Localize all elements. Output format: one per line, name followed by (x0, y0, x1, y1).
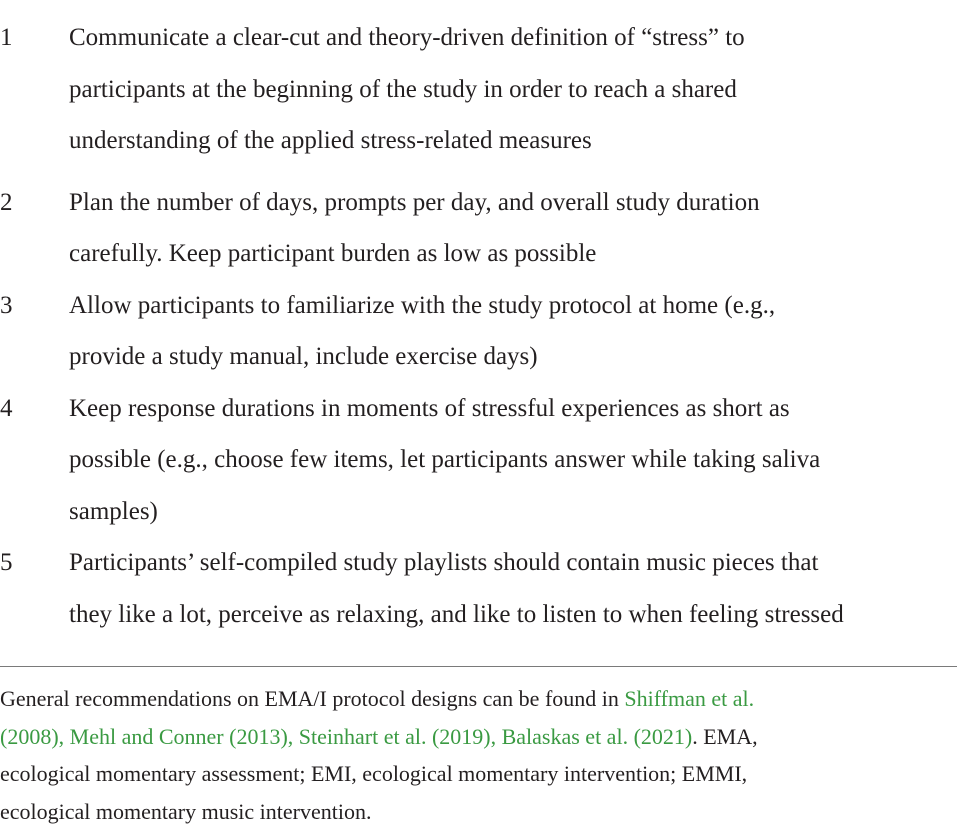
citation-link[interactable]: (2008), Mehl and Conner (2013), Steinhart et al. (2019), Balaskas et al. (2021) (0, 723, 693, 749)
recommendation-line: samples) (69, 497, 158, 525)
recommendation-line: carefully. Keep participant burden as low as possible (69, 240, 597, 267)
recommendation-line: possible (e.g., choose few items, let participants answer while taking saliva (69, 446, 821, 473)
recommendation-text (69, 383, 957, 538)
recommendation-text (69, 12, 957, 167)
recommendation-number: 3 (0, 291, 13, 319)
recommendation-line: participants at the beginning of the study in order to reach a shared (69, 75, 737, 103)
footnote-line (0, 718, 957, 756)
recommendation-number: 1 (0, 24, 13, 51)
recommendation-text (69, 280, 957, 383)
table-footer-divider (0, 666, 957, 667)
recommendation-line: Communicate a clear-cut and theory-driven definition of “stress” to (69, 24, 745, 51)
recommendation-number: 2 (0, 188, 13, 216)
footnote-line (0, 680, 957, 718)
recommendation-item (0, 383, 957, 538)
recommendation-line: Allow participants to familiarize with the study protocol at home (e.g., (69, 291, 776, 319)
footnote-line: ecological momentary assessment; EMI, ecological momentary intervention; EMMI, (0, 761, 748, 786)
recommendations-list (0, 12, 957, 640)
recommendation-line: Participants’ self-compiled study playlists should contain music pieces that (69, 549, 819, 576)
recommendation-text (69, 537, 957, 640)
recommendation-line: Keep response durations in moments of stressful experiences as short as (69, 394, 790, 422)
footnote-text: . EMA, (692, 723, 758, 749)
recommendation-line: they like a lot, perceive as relaxing, and like to listen to when feeling stressed (69, 600, 844, 628)
recommendation-item (0, 280, 957, 383)
recommendation-item (0, 12, 957, 167)
recommendation-text (69, 177, 957, 280)
footnote-text: General recommendations on EMA/I protocol designs can be found in (0, 686, 625, 711)
table-footnote (0, 680, 957, 830)
citation-link[interactable]: Shiffman et al. (624, 686, 755, 711)
recommendation-line: understanding of the applied stress-related measures (69, 127, 592, 154)
recommendation-line: Plan the number of days, prompts per day, and overall study duration (69, 188, 760, 216)
recommendation-line: provide a study manual, include exercise days) (69, 343, 538, 370)
recommendation-number: 4 (0, 394, 13, 422)
footnote-line: ecological momentary music intervention. (0, 798, 372, 824)
recommendation-item (0, 177, 957, 280)
recommendation-number: 5 (0, 549, 13, 576)
recommendation-item (0, 537, 957, 640)
